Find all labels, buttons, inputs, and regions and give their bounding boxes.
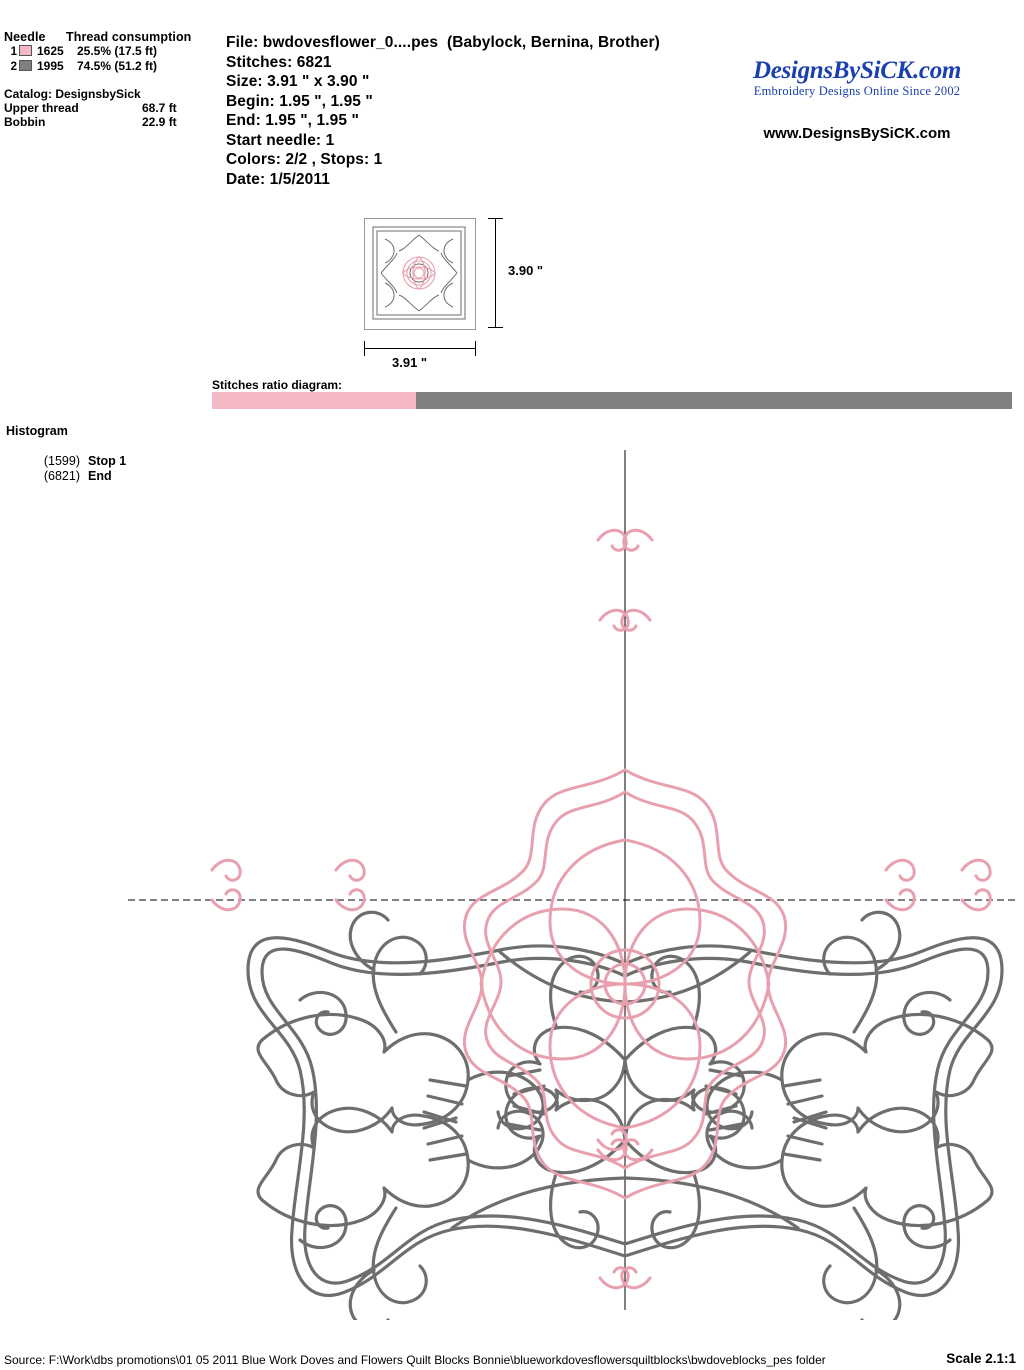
file-info-block	[226, 33, 660, 189]
design-graphic	[0, 440, 1024, 1320]
file-formats: (Babylock, Bernina, Brother)	[446, 34, 660, 51]
histogram-count: (1599)	[43, 454, 80, 468]
needle-index: 1	[10, 46, 17, 58]
catalog-summary	[4, 87, 219, 129]
upper-thread-label: Upper thread	[4, 101, 79, 115]
brand-tagline: Embroidery Designs Online Since 2002	[753, 84, 961, 98]
stitches-line: Stitches: 6821	[226, 53, 332, 71]
width-dimension-label: 3.91 "	[392, 355, 428, 370]
design-thumbnail	[364, 218, 476, 330]
brand-wordmark: DesignsBySiCK.com	[752, 57, 962, 84]
source-path: Source: F:\Work\dbs promotions\01 05 2011 Blue Work Doves and Flowers Quilt Blocks Bonnie\blueworkdovesflowersquiltblocks\bwdoveblocks_pes folder	[4, 1353, 826, 1367]
accent-curls	[212, 530, 990, 1288]
needle-index: 2	[10, 61, 17, 73]
size-line: Size: 3.91 " x 3.90 "	[226, 73, 370, 90]
needle-row	[4, 60, 219, 74]
histogram-label: Stop 1	[88, 454, 127, 468]
brand-url: www.DesignsBySiCK.com	[763, 125, 951, 142]
bobbin-label: Bobbin	[4, 115, 46, 129]
height-dimension-line	[486, 218, 504, 328]
height-dimension-label: 3.90 "	[508, 263, 544, 278]
design-preview	[0, 440, 1024, 1320]
thumbnail-graphic	[365, 219, 473, 327]
colors-line: Colors: 2/2 , Stops: 1	[226, 151, 383, 168]
histogram-label: End	[88, 469, 112, 483]
histogram-count: (6821)	[43, 469, 80, 483]
upper-thread-row	[4, 101, 219, 115]
needle-table-header	[4, 30, 219, 44]
needle-percent: 74.5% (51.2 ft)	[77, 59, 158, 73]
date-line: Date: 1/5/2011	[226, 170, 330, 188]
begin-line: Begin: 1.95 ", 1.95 "	[226, 92, 373, 110]
bobbin-row	[4, 115, 219, 129]
needle-column-header: Needle	[4, 30, 46, 44]
stitches-ratio-label: Stitches ratio diagram:	[212, 378, 343, 392]
stitches-ratio-bar	[212, 392, 1012, 409]
brand-logo-block	[712, 58, 1002, 142]
ratio-segment-2	[416, 392, 1012, 409]
consumption-column-header: Thread consumption	[66, 30, 192, 44]
start-needle-line: Start needle: 1	[226, 131, 335, 149]
needle-stitch-count: 1625	[37, 44, 64, 58]
width-dimension-line	[364, 340, 476, 356]
thread-color-swatch	[19, 45, 32, 56]
file-name: File: bwdovesflower_0....pes	[226, 34, 439, 51]
scale-label: Scale 2.1:1	[946, 1351, 1016, 1366]
needle-thread-table	[4, 30, 219, 74]
histogram-title: Histogram	[6, 424, 68, 438]
file-name-line	[226, 33, 660, 53]
catalog-name: Catalog: DesignsbySick	[4, 87, 141, 101]
needle-stitch-count: 1995	[37, 59, 64, 73]
thread-color-swatch	[19, 60, 32, 71]
needle-row	[4, 45, 219, 59]
bobbin-value: 22.9 ft	[142, 115, 177, 129]
needle-percent: 25.5% (17.5 ft)	[77, 44, 158, 58]
ratio-segment-1	[212, 392, 416, 409]
upper-thread-value: 68.7 ft	[142, 101, 177, 115]
end-line: End: 1.95 ", 1.95 "	[226, 112, 359, 129]
